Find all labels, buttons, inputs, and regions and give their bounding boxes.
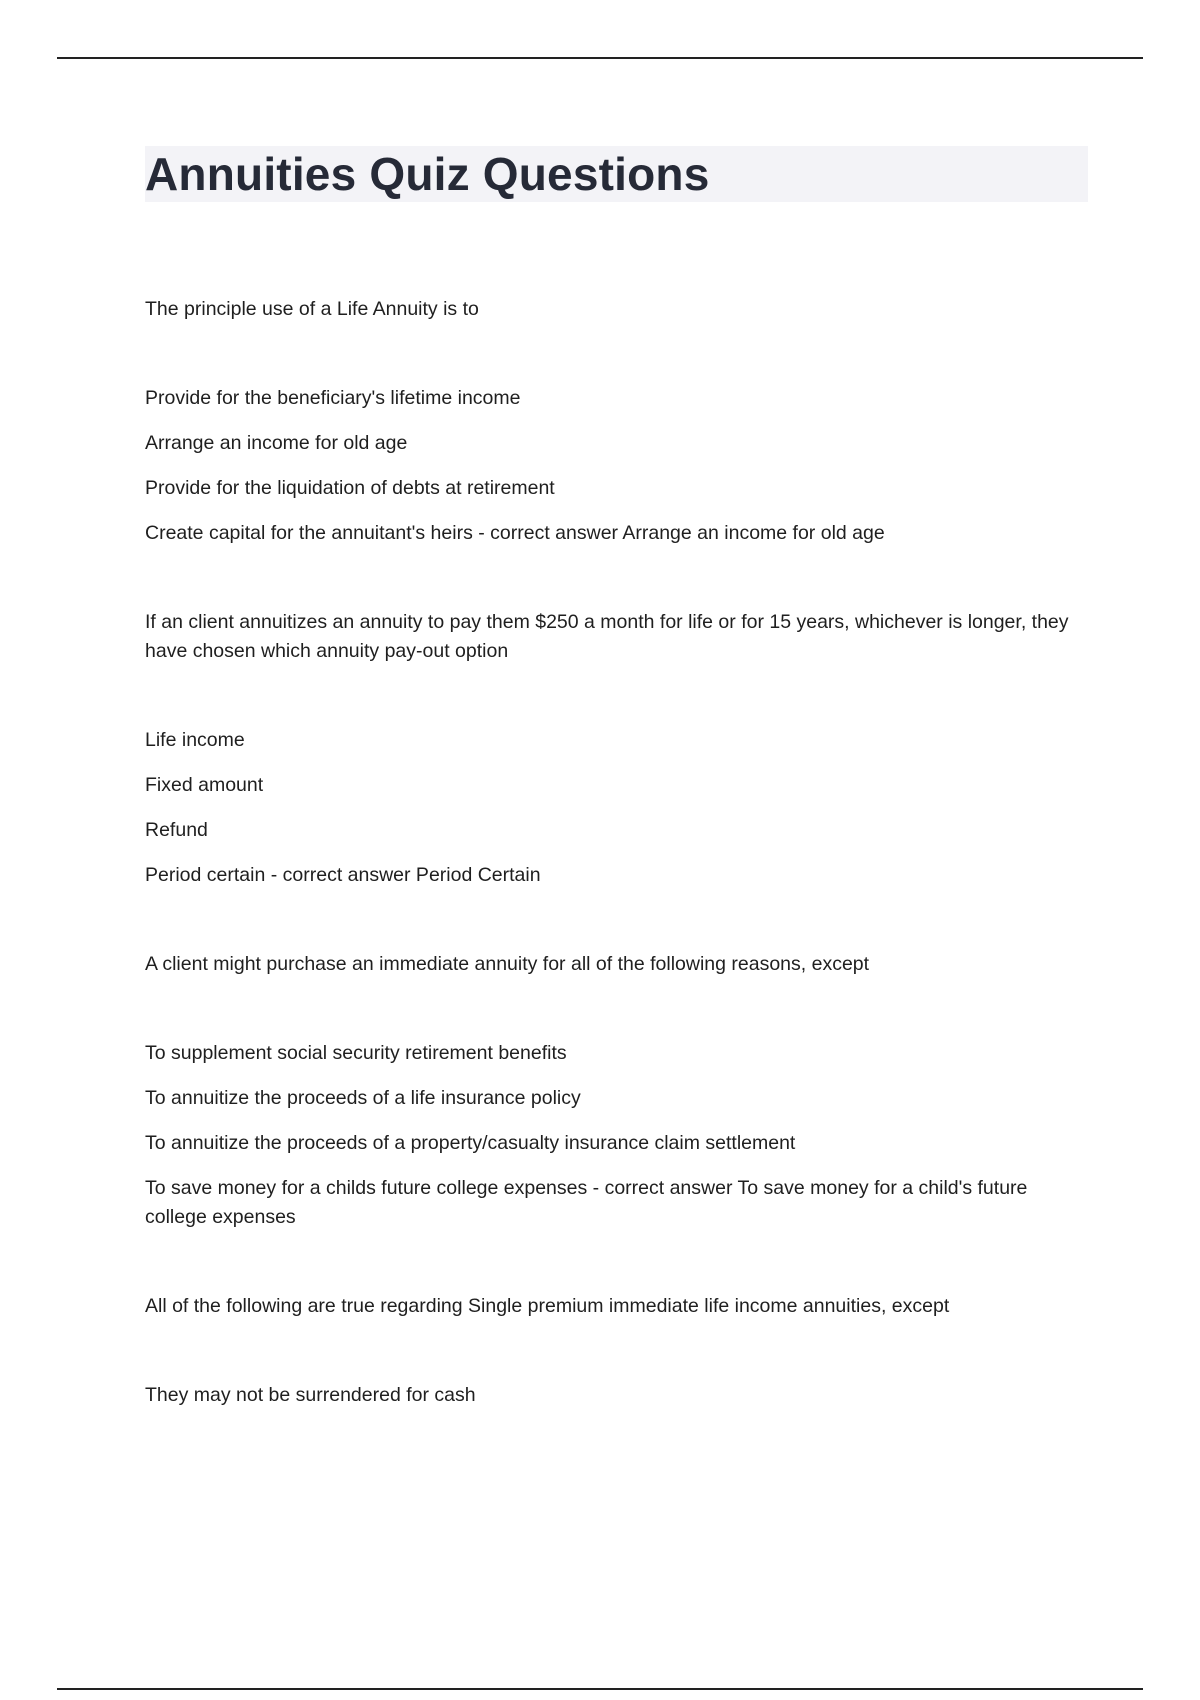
answer-option: To annuitize the proceeds of a property/casualty insurance claim settlement [145,1132,796,1154]
answer-option: To supplement social security retirement benefits [145,1042,567,1064]
answer-option: They may not be surrendered for cash [145,1384,476,1406]
page-title: Annuities Quiz Questions [145,148,710,200]
answer-option: Provide for the beneficiary's lifetime income [145,387,521,409]
question-text: The principle use of a Life Annuity is to [145,298,479,320]
question-block [145,608,1090,890]
bottom-divider [57,1688,1143,1690]
answer-option: Life income [145,729,245,751]
title-banner [145,146,1088,202]
question-block [145,1292,1090,1410]
question-list [145,295,1090,1410]
answer-option-with-correct-answer: To save money for a childs future college expenses - correct answer To save money for a child's future college expenses [145,1177,1028,1228]
answer-option: Provide for the liquidation of debts at retirement [145,477,555,499]
question-block [145,295,1090,548]
answer-option: Arrange an income for old age [145,432,408,454]
answer-option: Fixed amount [145,774,264,796]
top-divider [57,57,1143,59]
answer-option: Refund [145,819,208,841]
answer-option: To annuitize the proceeds of a life insurance policy [145,1087,581,1109]
question-block [145,950,1090,1232]
document-body [145,146,1090,1410]
answer-option-with-correct-answer: Create capital for the annuitant's heirs - correct answer Arrange an income for old age [145,522,885,544]
question-text: A client might purchase an immediate annuity for all of the following reasons, except [145,953,870,975]
question-text: If an client annuitizes an annuity to pay them $250 a month for life or for 15 years, whichever is longer, they have chosen which annuity pay-out option [145,611,1069,662]
answer-option-with-correct-answer: Period certain - correct answer Period Certain [145,864,541,886]
question-text: All of the following are true regarding Single premium immediate life income annuities, except [145,1295,950,1317]
